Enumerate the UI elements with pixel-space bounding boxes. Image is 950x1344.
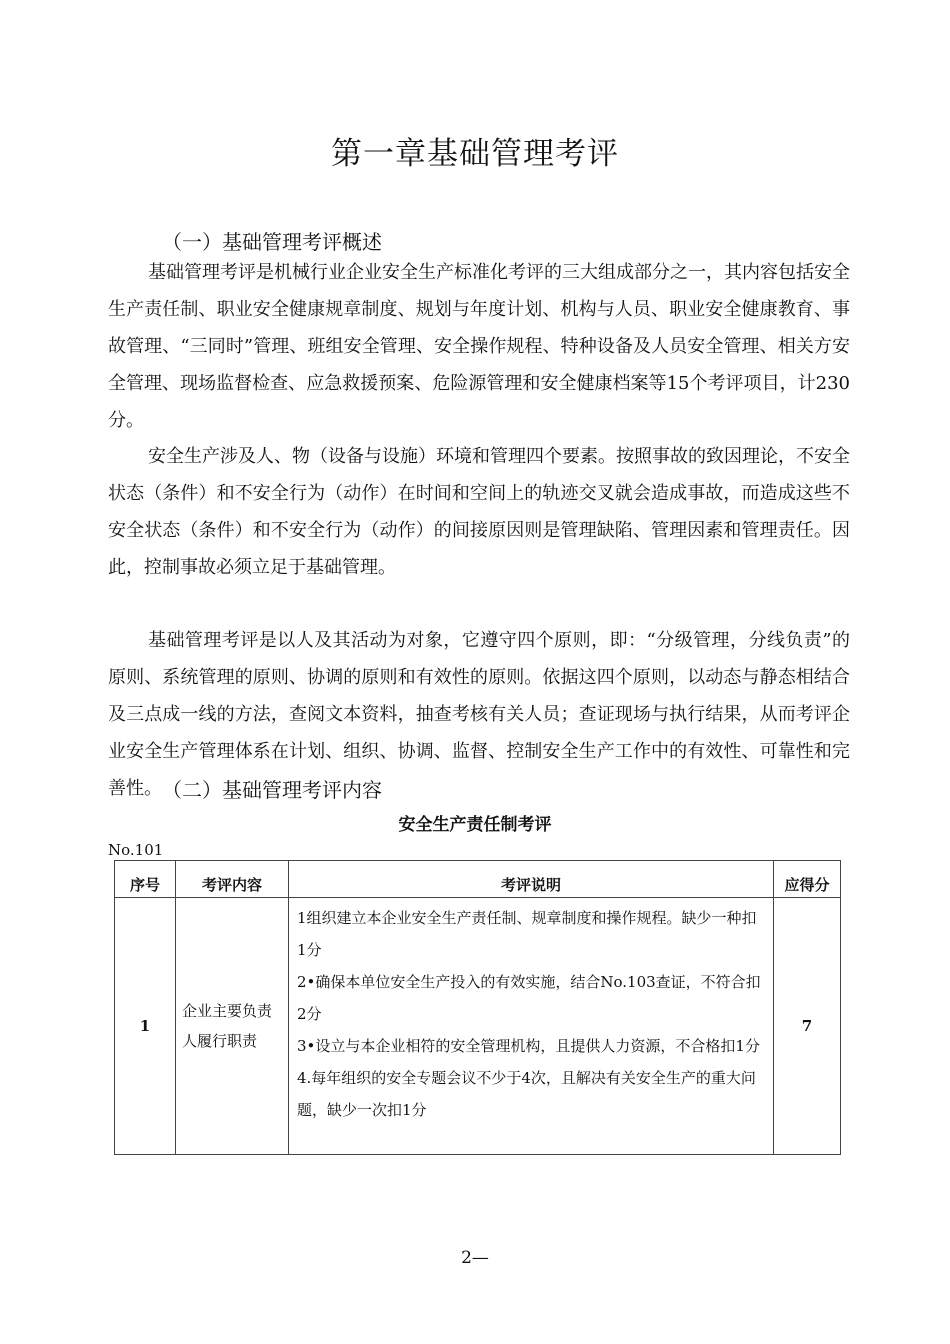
section1-paragraph-2: 安全生产涉及人、物（设备与设施）环境和管理四个要素。按照事故的致因理论，不安全状态（条件）和不安全行为（动作）在时间和空间上的轨迹交叉就会造成事故，而造成这些不安全状态（条件）和不安全行为（动作）的间接原因则是管理缺陷、管理因素和管理责任。因此，控制事故必须立足于基础管理。 bbox=[108, 446, 850, 578]
section2-heading: （二）基础管理考评内容 bbox=[162, 778, 382, 802]
header-no: 序号 bbox=[115, 861, 176, 898]
section1-paragraph-3: 基础管理考评是以人及其活动为对象，它遵守四个原则，即：“分级管理，分线负责”的原则、系统管理的原则、协调的原则和有效性的原则。依据这四个原则，以动态与静态相结合及三点成一线的方法，查阅文本资料，抽查考核有关人员；查证现场与执行结果，从而考评企业安全生产管理体系在计划、组织、协调、监督、控制安全生产工作中的有效性、可靠性和完善性。 bbox=[108, 630, 850, 799]
section1-paragraph-1: 基础管理考评是机械行业企业安全生产标准化考评的三大组成部分之一，其内容包括安全生产责任制、职业安全健康规章制度、规划与年度计划、机构与人员、职业安全健康教育、事故管理、“三同时”管理、班组安全管理、安全操作规程、特种设备及人员安全管理、相关方安全管理、现场监督检查、应急救援预案、危险源管理和安全健康档案等15个考评项目，计230分。 bbox=[108, 262, 850, 431]
page-number: 2— bbox=[461, 1248, 489, 1268]
row-no: 1 bbox=[115, 898, 176, 1155]
header-score: 应得分 bbox=[774, 861, 841, 898]
description-item: 1组织建立本企业安全生产责任制、规章制度和操作规程。缺少一种扣1分 bbox=[297, 909, 757, 959]
section1-heading: （一）基础管理考评概述 bbox=[162, 230, 382, 254]
description-item: 2•确保本单位安全生产投入的有效实施，结合No.103查证，不符合扣2分 bbox=[297, 973, 761, 1023]
header-description: 考评说明 bbox=[289, 861, 774, 898]
table-number: No.101 bbox=[108, 841, 164, 859]
table-row bbox=[115, 898, 841, 1155]
table-caption: 安全生产责任制考评 bbox=[398, 815, 552, 835]
row-content: 企业主要负责人履行职责 bbox=[176, 898, 289, 1155]
chapter-title: 第一章基础管理考评 bbox=[331, 136, 619, 172]
description-item: 4.每年组织的安全专题会议不少于4次，且解决有关安全生产的重大问题，缺少一次扣1分 bbox=[297, 1069, 756, 1119]
assessment-table bbox=[114, 860, 841, 1155]
row-score: 7 bbox=[774, 898, 841, 1155]
row-description bbox=[289, 898, 774, 1155]
header-content: 考评内容 bbox=[176, 861, 289, 898]
table-header-row bbox=[115, 861, 841, 898]
description-item: 3•设立与本企业相符的安全管理机构，且提供人力资源，不合格扣1分 bbox=[297, 1037, 760, 1055]
